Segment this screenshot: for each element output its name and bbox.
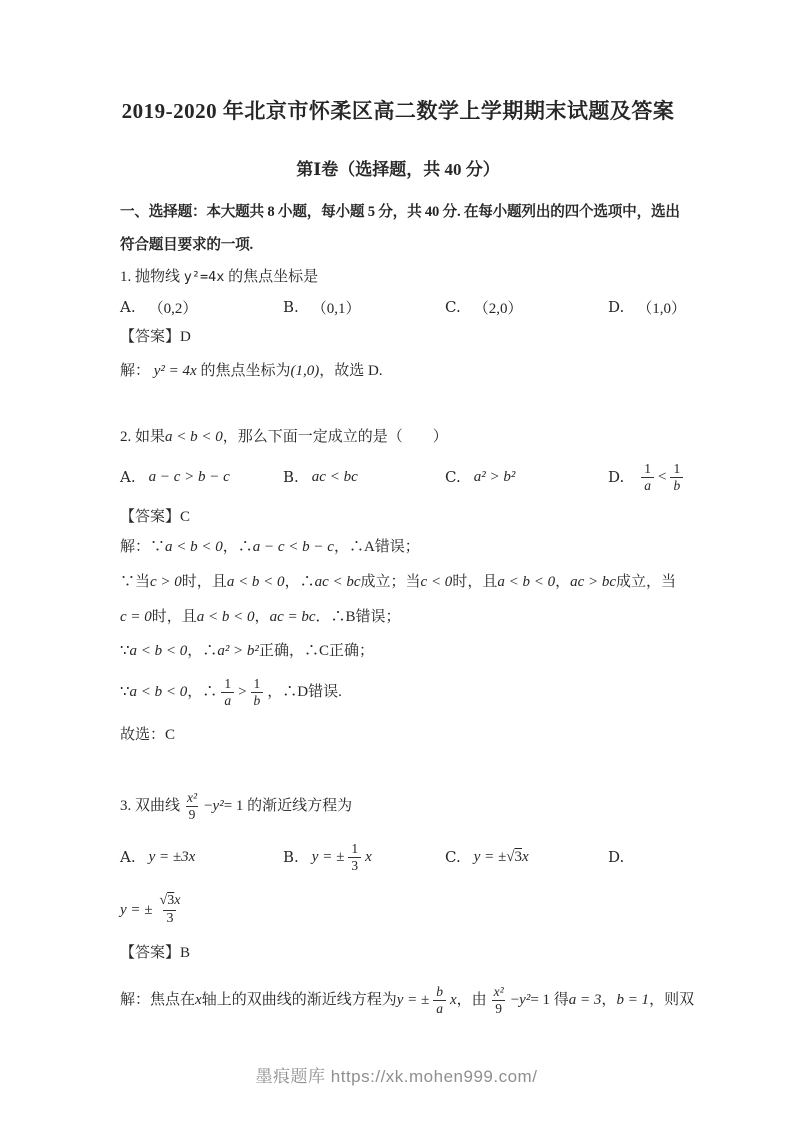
- instructions-line-2: 符合题目要求的一项.: [120, 237, 253, 253]
- question-2-solution-line: ∵ a < b < 0 ，∴ $\frac{1}{a}$ > $\frac{1}{b}$ ，∴D错误.: [120, 675, 342, 708]
- question-3-options: [120, 834, 676, 880]
- fraction: $\frac{1}{a}$: [221, 676, 234, 708]
- question-2-solution-line: ∵当c > 0时，且a < b < 0，∴ac < bc成立；当c < 0时，且a < b < 0，ac > bc成立，当: [120, 574, 677, 590]
- option-content: （2,0）: [473, 300, 523, 317]
- question-1-stem: 1. 抛物线 y²=4x 的焦点坐标是: [120, 269, 319, 285]
- question-1-option-a: [120, 297, 283, 318]
- option-label: A.: [120, 298, 136, 316]
- question-3-option-b: [283, 841, 445, 873]
- question-1-options: [120, 296, 687, 318]
- option-content: y = ± $\frac{1}{3}$ x: [311, 840, 372, 873]
- option-content: y = ± √ 3 x: [473, 848, 529, 865]
- option-label: D.: [608, 298, 625, 316]
- question-3-option-a: [120, 848, 283, 866]
- instructions-line-1: 一、选择题：本大题共 8 小题，每小题 5 分，共 40 分. 在每小题列出的四个选项中，选出: [120, 204, 680, 220]
- question-2-stem: 2. 如果a < b < 0，那么下面一定成立的是（ ）: [120, 429, 448, 445]
- question-1-option-b: [283, 297, 445, 318]
- question-2-solution-line: c = 0时，且a < b < 0，ac = bc．∴B错误；: [120, 609, 401, 625]
- option-label: A.: [120, 468, 136, 486]
- option-content: y = ±3x: [148, 848, 196, 865]
- option-label: A.: [120, 848, 136, 866]
- option-label: C.: [445, 298, 461, 316]
- option-content: a² > b²: [473, 468, 516, 485]
- question-3-stem: 3. 双曲线 $\frac{\text{x²}}{9}$ − y² = 1 的渐近线方程为: [120, 789, 353, 822]
- fraction: $\frac{1}{b}$: [251, 676, 264, 708]
- question-2-solution-line: ∵a < b < 0，∴a² > b²正确，∴C正确；: [120, 643, 374, 659]
- option-label: B.: [283, 298, 299, 316]
- question-2-option-a: [120, 468, 283, 486]
- option-label: C.: [445, 468, 461, 486]
- footer-site-link[interactable]: 墨痕题库 https://xk.mohen999.com/: [255, 1067, 538, 1086]
- question-2-option-d: [608, 461, 687, 493]
- section-title: 第Ⅰ卷（选择题，共 40 分）: [296, 160, 500, 179]
- instructions: [120, 196, 680, 262]
- option-content: ac < bc: [311, 468, 358, 485]
- option-label: C.: [445, 848, 461, 866]
- option-content: （0,1）: [311, 300, 361, 317]
- question-3-option-c: [445, 848, 608, 866]
- question-3-answer: 【答案】B: [120, 945, 191, 961]
- question-2-option-c: [445, 468, 608, 486]
- question-1-solution: 解： y² = 4x 的焦点坐标为(1,0)，故选 D.: [120, 363, 383, 379]
- question-1-option-c: [445, 297, 608, 318]
- fraction: $\frac{1}{a}$: [641, 461, 654, 493]
- question-1-option-d: [608, 297, 686, 318]
- option-content: a − c > b − c: [148, 468, 230, 485]
- option-content: $\frac{1}{a}$ < $\frac{1}{b}$: [637, 461, 687, 493]
- option-content: （0,2）: [148, 300, 198, 317]
- fraction: $\frac{\text{x²}}{9}$: [493, 983, 504, 1016]
- question-2-answer: 【答案】C: [120, 509, 191, 525]
- page-title: 2019-2020 年北京市怀柔区高二数学上学期期末试题及答案: [121, 99, 675, 123]
- question-2-options: [120, 454, 681, 500]
- question-3-option-d-formula: y = ± √ 3 x 3: [120, 884, 676, 936]
- page-content: [120, 0, 695, 1024]
- question-1-answer: 【答案】D: [120, 329, 191, 345]
- option-label: B.: [283, 468, 299, 486]
- option-label: D.: [608, 848, 625, 866]
- question-2-conclusion: 故选：C: [120, 727, 176, 743]
- fraction: $\frac{1}{b}$: [670, 461, 683, 493]
- footer-watermark: [0, 1062, 793, 1087]
- option-content: （1,0）: [637, 300, 687, 317]
- fraction: √ 3 x 3: [159, 893, 181, 926]
- fraction: $\frac{b}{a}$: [433, 984, 446, 1016]
- question-2-solution-line: 解：∵a < b < 0，∴a − c < b − c，∴A错误；: [120, 539, 420, 555]
- question-3-solution: 解：焦点在 x 轴上的双曲线的渐近线方程为 y = ± $\frac{b}{a}$ x ，由 $\frac{\text{x²}}{9}$ − y² = 1 得 a = 3 ， b = 1 ，则双: [120, 983, 695, 1016]
- option-label: D.: [608, 468, 625, 486]
- question-2-option-b: [283, 468, 445, 486]
- option-label: B.: [283, 848, 299, 866]
- fraction: $\frac{1}{3}$: [348, 841, 361, 873]
- question-3-option-d: [608, 848, 676, 866]
- fraction: $\frac{\text{x²}}{9}$: [187, 789, 198, 822]
